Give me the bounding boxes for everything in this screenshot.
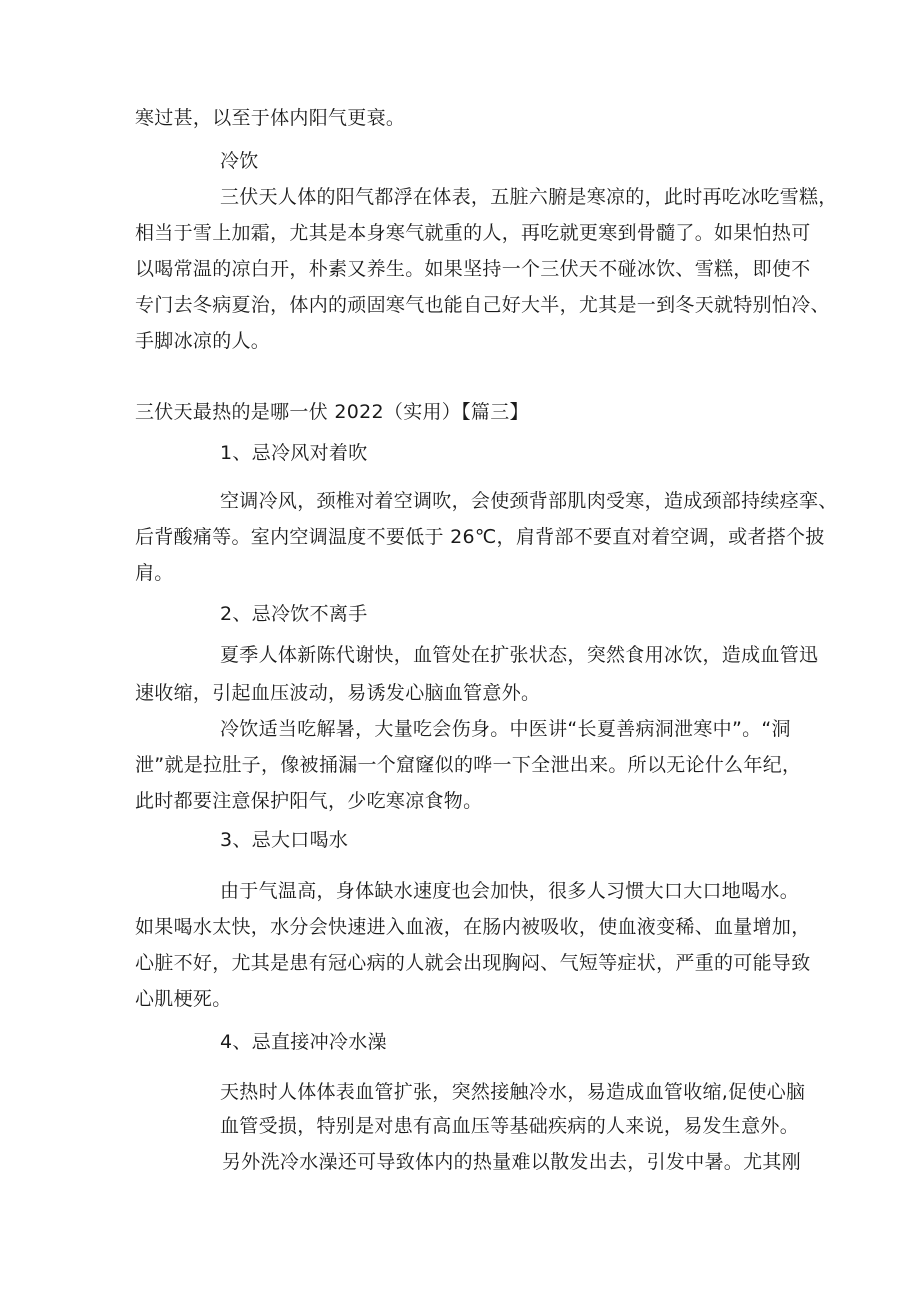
text-line: 专门去冬病夏治，体内的顽固寒气也能自己好大半，尤其是一到冬天就特别怕冷、 [135, 294, 830, 316]
text-line: 如果喝水太快，水分会快速进入血液，在肠内被吸收，使血液变稀、血量增加， [135, 916, 811, 938]
text-line: 空调冷风，颈椎对着空调吹，会使颈背部肌肉受寒，造成颈部持续痉挛、 [220, 490, 838, 512]
text-line: 心脏不好，尤其是患有冠心病的人就会出现胸闷、气短等症状，严重的可能导致 [135, 952, 811, 974]
text-line: 冷饮适当吃解暑，大量吃会伤身。中医讲“长夏善病洞泄寒中”。“洞 [220, 718, 791, 740]
text-line: 手脚冰凉的人。 [135, 330, 271, 352]
text-line: 由于气温高，身体缺水速度也会加快，很多人习惯大口大口地喝水。 [220, 880, 800, 902]
text-line: 相当于雪上加霜，尤其是本身寒气就重的人，再吃就更寒到骨髓了。如果怕热可 [135, 222, 811, 244]
text-line: 血管受损，特别是对患有高血压等基础疾病的人来说，易发生意外。 [220, 1115, 800, 1137]
section-heading: 3、忌大口喝水 [220, 829, 349, 851]
text-line: 心肌梗死。 [135, 988, 232, 1010]
text-line: 肩。 [135, 562, 174, 584]
text-line: 以喝常温的凉白开，朴素又养生。如果坚持一个三伏天不碰冰饮、雪糕，即使不 [135, 258, 811, 280]
text-line: 寒过甚，以至于体内阳气更衰。 [135, 107, 406, 129]
text-line: 天热时人体体表血管扩张，突然接触冷水，易造成血管收缩,促使心脑 [220, 1081, 806, 1103]
text-line: 后背酸痛等。室内空调温度不要低于 26℃，肩背部不要直对着空调，或者搭个披 [135, 526, 825, 548]
text-line: 速收缩，引起血压波动，易诱发心脑血管意外。 [135, 682, 541, 704]
text-line: 此时都要注意保护阳气，少吃寒凉食物。 [135, 790, 483, 812]
section-heading: 冷饮 [220, 150, 259, 172]
text-line: 另外洗冷水澡还可导致体内的热量难以散发出去，引发中暑。尤其刚 [222, 1151, 802, 1173]
text-line: 夏季人体新陈代谢快，血管处在扩张状态，突然食用冰饮，造成血管迅 [220, 644, 819, 666]
section-heading: 1、忌冷风对着吹 [220, 442, 368, 464]
text-line: 三伏天人体的阳气都浮在体表，五脏六腑是寒凉的，此时再吃冰吃雪糕， [220, 186, 838, 208]
text-line: 泄”就是拉肚子，像被捅漏一个窟窿似的哗一下全泄出来。所以无论什么年纪， [135, 754, 802, 776]
section-heading: 2、忌冷饮不离手 [220, 603, 368, 625]
section-heading: 4、忌直接冲冷水澡 [220, 1031, 387, 1053]
page-title: 三伏天最热的是哪一伏 2022（实用）【篇三】 [135, 401, 529, 423]
